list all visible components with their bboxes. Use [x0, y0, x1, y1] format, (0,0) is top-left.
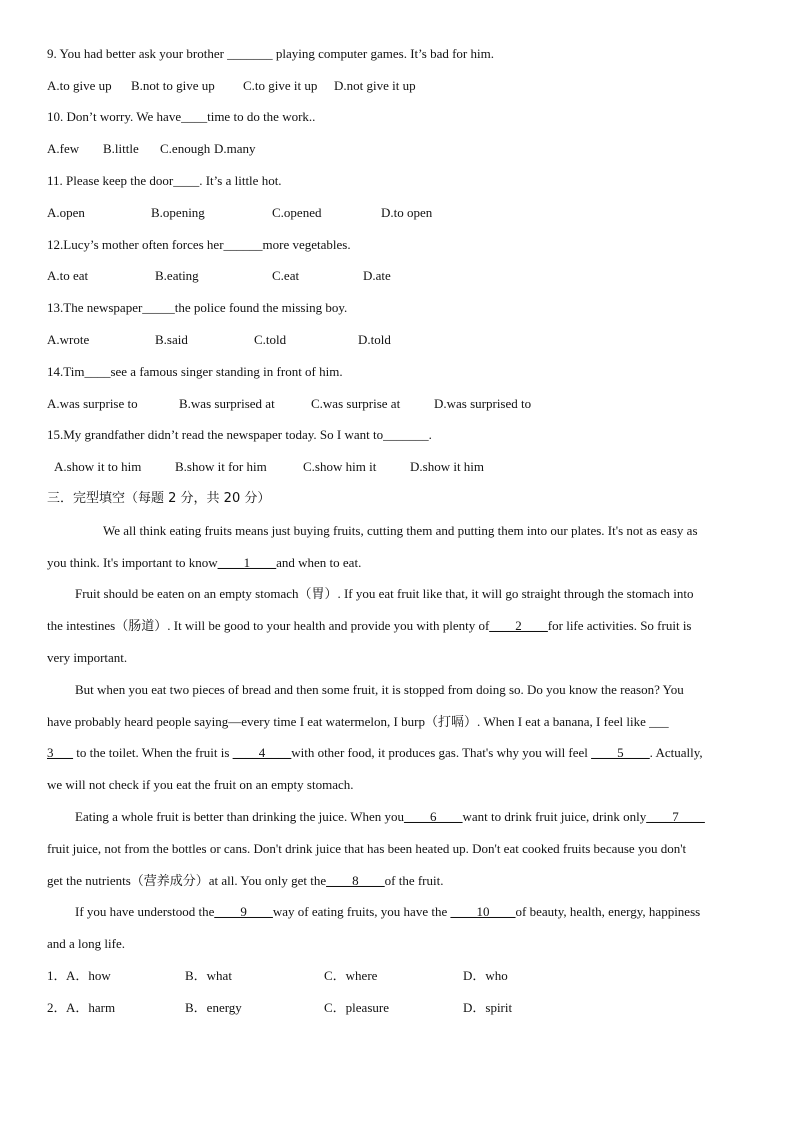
- passage-text: way of eating fruits, you have the: [272, 904, 451, 919]
- passage-text: and when to eat.: [276, 555, 362, 570]
- question-14-option-c: C.was surprise at: [311, 396, 401, 411]
- cloze-1-option-d: D．who: [463, 968, 508, 983]
- cloze-2-number: 2．: [47, 1000, 67, 1015]
- blank-2: ____2____: [489, 618, 548, 633]
- question-11-option-d: D.to open: [381, 205, 433, 220]
- question-10-option-b: B.little: [103, 141, 139, 156]
- question-15-option-b: B.show it for him: [175, 459, 267, 474]
- passage-p2-line1: Fruit should be eaten on an empty stomach（胃）. If you eat fruit like that, it will go straight through the stomach into: [75, 586, 694, 601]
- passage-p2-line3: very important.: [47, 650, 128, 665]
- passage-p4-line2: fruit juice, not from the bottles or cans. Don't drink juice that has been heated up. Don't eat cooked fruits because you don't: [47, 841, 687, 856]
- question-9-option-b: B.not to give up: [131, 78, 215, 93]
- question-12-option-c: C.eat: [272, 268, 300, 283]
- passage-p1-line1: We all think eating fruits means just buying fruits, cutting them and putting them into our plates. It's not as easy as: [103, 523, 698, 538]
- question-9-stem: 9. You had better ask your brother _______ playing computer games. It’s bad for him.: [47, 46, 494, 61]
- passage-text: of beauty, health, energy, happiness: [515, 904, 701, 919]
- question-12-option-a: A.to eat: [47, 268, 89, 283]
- question-14-option-a: A.was surprise to: [47, 396, 138, 411]
- cloze-2-option-c: C．pleasure: [324, 1000, 389, 1015]
- passage-text: get the nutrients（营养成分）at all. You only get the: [47, 873, 327, 888]
- passage-text: you think. It's important to know: [47, 555, 218, 570]
- blank-4: ____4____: [232, 745, 292, 760]
- passage-text: the intestines（肠道）. It will be good to your health and provide you with plenty of: [47, 618, 490, 633]
- question-9-option-a: A.to give up: [47, 78, 112, 93]
- blank-1: ____1____: [217, 555, 277, 570]
- question-15-option-d: D.show it him: [410, 459, 485, 474]
- passage-p3-line2: have probably heard people saying—every time I eat watermelon, I burp（打嗝）. When I eat a banana, I feel like ___: [47, 714, 669, 729]
- question-12-option-d: D.ate: [363, 268, 391, 283]
- blank-10: ____10____: [450, 904, 516, 919]
- cloze-2-option-a: A．harm: [66, 1000, 116, 1015]
- blank-3: 3___: [47, 745, 73, 760]
- blank-9: ____9____: [214, 904, 273, 919]
- question-13-option-d: D.told: [358, 332, 391, 347]
- passage-text: If you have understood the: [75, 904, 215, 919]
- question-10-option-a: A.few: [47, 141, 80, 156]
- passage-p4-line1: [75, 809, 705, 825]
- section-3-title: 三．完型填空（每题 2 分，共 20 分）: [47, 491, 271, 506]
- passage-p3-line4: we will not check if you eat the fruit on an empty stomach.: [47, 777, 354, 792]
- question-11-stem: 11. Please keep the door____. It’s a little hot.: [47, 173, 282, 188]
- blank-8: ____8____: [326, 873, 385, 888]
- passage-p4-line3: [47, 873, 443, 889]
- blank-5: ____5____: [591, 745, 650, 760]
- blank-6: ____6____: [404, 809, 463, 824]
- passage-p3-line1: But when you eat two pieces of bread and then some fruit, it is stopped from doing so. Do you know the reason? You: [75, 682, 684, 697]
- question-14-option-b: B.was surprised at: [179, 396, 275, 411]
- question-9-option-d: D.not give it up: [334, 78, 416, 93]
- question-11-option-a: A.open: [47, 205, 85, 220]
- cloze-1-option-c: C．where: [324, 968, 378, 983]
- question-10-option-d: D.many: [214, 141, 256, 156]
- blank-7: ____7____: [646, 809, 705, 824]
- passage-text: for life activities. So fruit is: [547, 618, 692, 633]
- cloze-1-number: 1．: [47, 968, 67, 983]
- passage-text: want to drink fruit juice, drink only: [462, 809, 647, 824]
- question-11-option-b: B.opening: [151, 205, 205, 220]
- passage-text: to the toilet. When the fruit is: [73, 745, 233, 760]
- question-14-stem: 14.Tim____see a famous singer standing in front of him.: [47, 364, 343, 379]
- question-15-option-c: C.show him it: [303, 459, 377, 474]
- question-10-stem: 10. Don’t worry. We have____time to do the work..: [47, 109, 316, 124]
- question-9-option-c: C.to give it up: [243, 78, 318, 93]
- passage-p3-line3: [47, 745, 703, 761]
- passage-text: Eating a whole fruit is better than drinking the juice. When you: [75, 809, 405, 824]
- cloze-2-option-d: D．spirit: [463, 1000, 513, 1015]
- question-14-option-d: D.was surprised to: [434, 396, 532, 411]
- passage-p5-line1: [75, 904, 700, 920]
- question-13-stem: 13.The newspaper_____the police found the missing boy.: [47, 300, 348, 315]
- passage-p1-line2: [47, 555, 361, 571]
- cloze-1-option-b: B．what: [185, 968, 232, 983]
- question-13-option-b: B.said: [155, 332, 188, 347]
- cloze-1-option-a: A．how: [66, 968, 111, 983]
- question-15-stem: 15.My grandfather didn’t read the newspaper today. So I want to_______.: [47, 427, 432, 442]
- passage-text: . Actually,: [649, 745, 703, 760]
- question-11-option-c: C.opened: [272, 205, 322, 220]
- passage-text: of the fruit.: [384, 873, 444, 888]
- passage-text: with other food, it produces gas. That's why you will feel: [291, 745, 592, 760]
- question-10-option-c: C.enough: [160, 141, 211, 156]
- question-13-option-a: A.wrote: [47, 332, 90, 347]
- question-12-stem: 12.Lucy’s mother often forces her______more vegetables.: [47, 237, 351, 252]
- question-12-option-b: B.eating: [155, 268, 199, 283]
- passage-p5-line2: and a long life.: [47, 936, 125, 951]
- question-13-option-c: C.told: [254, 332, 287, 347]
- cloze-2-option-b: B．energy: [185, 1000, 242, 1015]
- passage-p2-line2: [47, 618, 692, 634]
- question-15-option-a: A.show it to him: [54, 459, 142, 474]
